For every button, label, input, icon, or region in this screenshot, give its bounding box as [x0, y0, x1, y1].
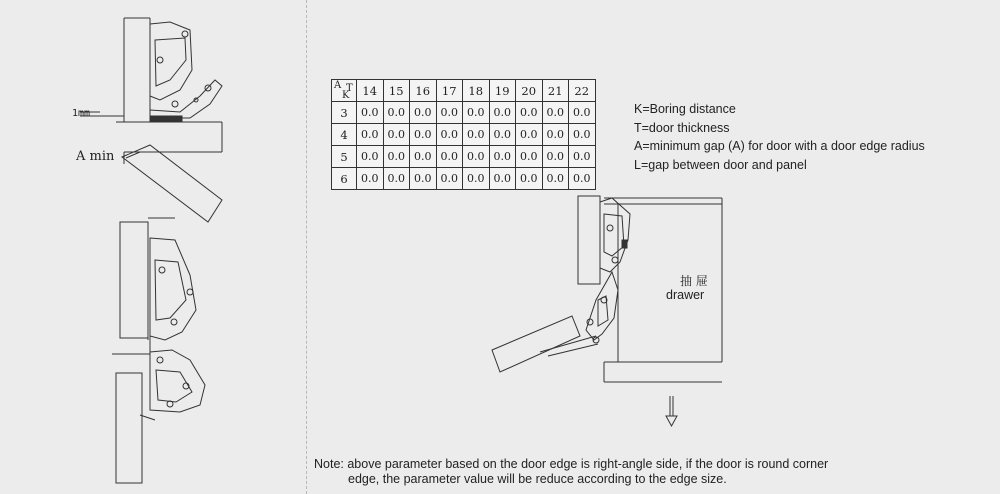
t-value: 19 — [489, 80, 516, 102]
t-value: 17 — [436, 80, 463, 102]
table-cell: 0.0 — [542, 168, 569, 190]
drawer-label-english: drawer — [666, 288, 705, 302]
table-cell: 0.0 — [569, 124, 596, 146]
table-cell: 0.0 — [516, 146, 543, 168]
table-cell: 0.0 — [463, 102, 490, 124]
table-cell: 0.0 — [436, 124, 463, 146]
table-cell: 0.0 — [516, 124, 543, 146]
corner-k-label: K — [342, 90, 350, 101]
t-value: 16 — [410, 80, 437, 102]
k-value: 3 — [332, 102, 357, 124]
table-cell: 0.0 — [569, 146, 596, 168]
table-cell: 0.0 — [542, 124, 569, 146]
corner-a-label: A — [334, 80, 342, 91]
gap-label: 1mm — [72, 108, 91, 119]
drawer-label-chinese: 抽 屉 — [680, 274, 708, 288]
table-cell: 0.0 — [489, 168, 516, 190]
note-line-2: edge, the parameter value will be reduce according to the edge size. — [348, 472, 727, 486]
table-cell: 0.0 — [357, 146, 384, 168]
bottom-hinge-drawing — [112, 218, 205, 483]
table-cell: 0.0 — [463, 146, 490, 168]
legend-k: K=Boring distance — [634, 102, 736, 116]
table-cell: 0.0 — [489, 146, 516, 168]
parameter-table — [331, 79, 596, 190]
legend — [634, 100, 925, 174]
table-cell: 0.0 — [410, 102, 437, 124]
table-cell: 0.0 — [383, 102, 410, 124]
table-cell: 0.0 — [436, 146, 463, 168]
table-cell: 0.0 — [569, 102, 596, 124]
table-cell: 0.0 — [383, 168, 410, 190]
note — [314, 457, 994, 487]
table-cell: 0.0 — [436, 102, 463, 124]
table-cell: 0.0 — [516, 102, 543, 124]
table-cell: 0.0 — [357, 124, 384, 146]
table-header-row — [332, 80, 596, 102]
t-value: 14 — [357, 80, 384, 102]
t-value: 20 — [516, 80, 543, 102]
table-cell: 0.0 — [569, 168, 596, 190]
t-value: 21 — [542, 80, 569, 102]
table-row — [332, 168, 596, 190]
table-cell: 0.0 — [357, 102, 384, 124]
table-corner-cell — [332, 80, 357, 102]
table-cell: 0.0 — [542, 102, 569, 124]
table-cell: 0.0 — [489, 102, 516, 124]
table-cell: 0.0 — [410, 168, 437, 190]
legend-l: L=gap between door and panel — [634, 157, 807, 172]
table-cell: 0.0 — [489, 124, 516, 146]
table-cell: 0.0 — [463, 124, 490, 146]
k-value: 4 — [332, 124, 357, 146]
min-gap-label: A min — [76, 149, 115, 164]
drawer-hinge-drawing — [492, 196, 722, 426]
table-row — [332, 102, 596, 124]
table-cell: 0.0 — [436, 168, 463, 190]
t-value: 22 — [569, 80, 596, 102]
table-cell: 0.0 — [383, 124, 410, 146]
table-cell: 0.0 — [357, 168, 384, 190]
t-value: 18 — [463, 80, 490, 102]
legend-a: A=minimum gap (A) for door with a door edge radius — [634, 139, 925, 153]
table-cell: 0.0 — [410, 146, 437, 168]
table-row — [332, 124, 596, 146]
t-value: 15 — [383, 80, 410, 102]
table-cell: 0.0 — [542, 146, 569, 168]
k-value: 5 — [332, 146, 357, 168]
table-cell: 0.0 — [463, 168, 490, 190]
table-row — [332, 146, 596, 168]
legend-t: T=door thickness — [634, 120, 730, 135]
corner-t-label: T — [346, 83, 353, 94]
top-hinge-drawing — [80, 18, 222, 222]
k-value: 6 — [332, 168, 357, 190]
note-line-1: Note: above parameter based on the door edge is right-angle side, if the door is round corner — [314, 457, 829, 471]
table-cell: 0.0 — [383, 146, 410, 168]
table-cell: 0.0 — [516, 168, 543, 190]
table-cell: 0.0 — [410, 124, 437, 146]
